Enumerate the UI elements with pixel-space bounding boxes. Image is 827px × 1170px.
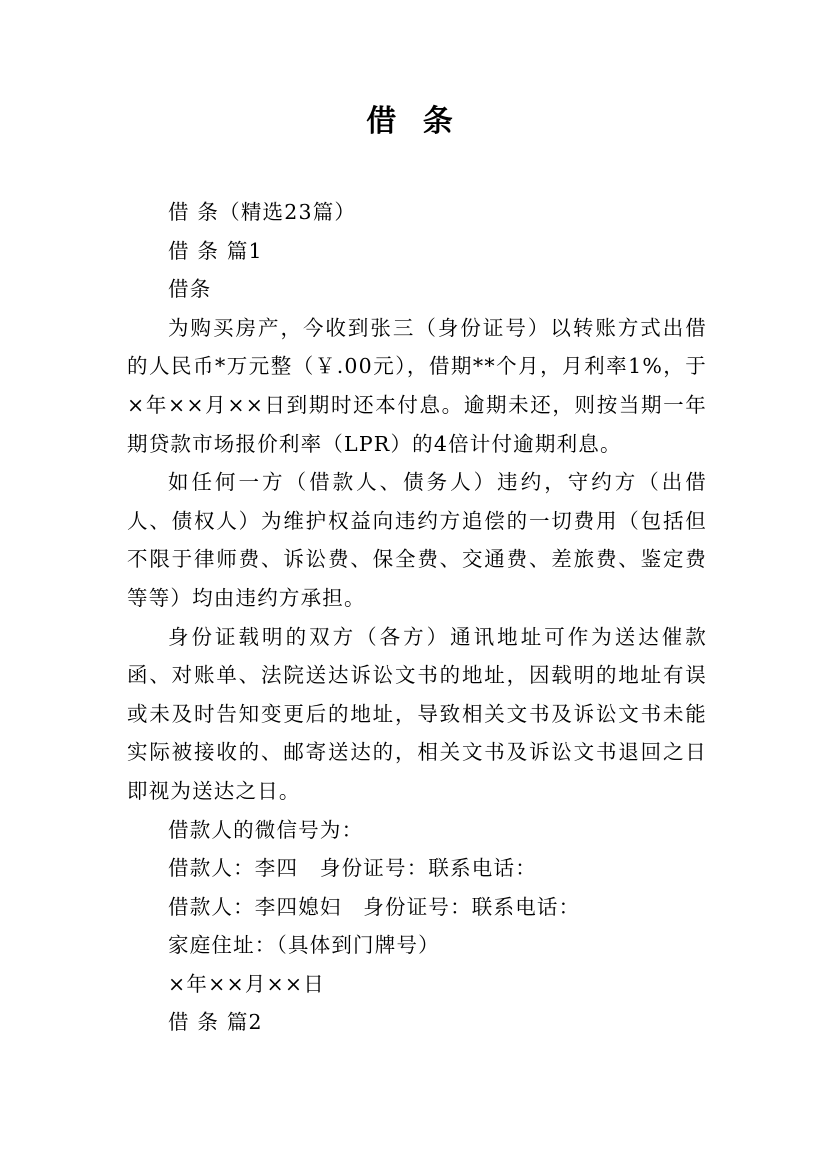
document-body [127,193,707,1042]
home-address-line: 家庭住址：（具体到门牌号） [168,933,440,958]
date-line: ×年××月××日 [168,971,325,996]
section-heading-2: 借 条 篇2 [168,1010,263,1035]
borrower-line-1: 借款人：李四 身份证号：联系电话： [168,856,537,881]
paragraph-breach: 如任何一方（借款人、债务人）违约，守约方（出借人、债权人）为维护权益向违约方追偿的一切费用（包括但不限于律师费、诉讼费、保全费、交通费、差旅费、鉴定费等等）均由违约方承担。 [127,470,707,610]
section-heading-1: 借 条 篇1 [168,238,263,263]
wechat-line: 借款人的微信号为： [168,817,364,842]
paragraph-loan-terms: 为购买房产，今收到张三（身份证号）以转账方式出借的人民币*万元整（￥.00元），借期**个月，月利率1%，于×年××月××日到期时还本付息。逾期未还，则按当期一年期贷款市场报价利率（LPR）的4倍计付逾期利息。 [127,315,707,456]
subtitle-line: 借 条（精选23篇） [168,200,357,224]
note-heading: 借条 [168,277,212,302]
paragraph-service-address: 身份证载明的双方（各方）通讯地址可作为送达催款函、对账单、法院送达诉讼文书的地址，因载明的地址有误或未及时告知变更后的地址，导致相关文书及诉讼文书未能实际被接收的、邮寄送达的，相关文书及诉讼文书退回之日即视为送达之日。 [127,624,707,803]
document-title: 借 条 [366,104,461,139]
borrower-line-2: 借款人：李四媳妇 身份证号：联系电话： [168,894,581,919]
